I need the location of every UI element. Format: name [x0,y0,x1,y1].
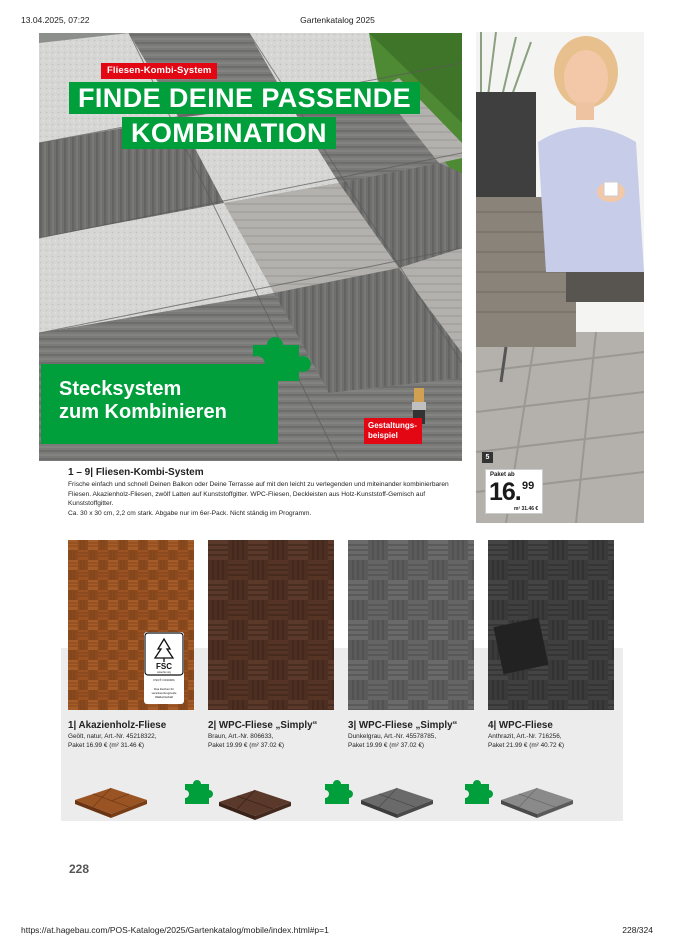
product-title-1: 1| Akazienholz-Fliese [68,720,167,731]
svg-text:www.fsc.org: www.fsc.org [157,671,171,674]
product-info-2 [208,719,343,750]
stecksystem-line-2: zum Kombinieren [59,401,227,423]
hero-image [39,33,462,461]
print-footer [0,925,675,939]
price-unit: m² 31.46 € [514,506,539,512]
svg-text:FSC: FSC [156,662,172,671]
print-header [0,15,675,29]
price-main: 16. [489,478,521,506]
description-line-2: Fliesen. Akazienholz-Fliesen, zwölf Latten auf Kunststoffgitter. WPC-Fliesen, Deckleisten aus Holz-Kunststoff-Gemisch auf Kunststoffgitter. [68,490,426,507]
svg-text:verantwortungsvolle: verantwortungsvolle [151,691,177,695]
price-cents: 99 [522,480,535,492]
woman-on-terrace-illustration [476,32,644,523]
print-title: Gartenkatalog 2025 [300,15,375,25]
headline-line-2: KOMBINATION [122,117,336,149]
fsc-logo [144,632,184,704]
fsc-badge [144,632,184,704]
price-label: Paket ab [490,472,515,478]
product-line-4b: Paket 21.99 € (m² 40.72 €) [488,742,565,749]
product-image-wpc-dunkelgrau [348,540,474,710]
puzzle-connector-icon [185,780,213,804]
page-number: 228 [69,862,90,876]
stecksystem-line-1: Stecksystem [59,378,182,400]
description-line-3: Ca. 30 x 30 cm, 2,2 cm stark. Abgabe nur im 6er-Pack. Nicht ständig im Programm. [68,509,312,517]
puzzle-connector-icon [325,780,353,804]
stecksystem-box [41,364,278,444]
tile-dunkelgrau-icon [361,788,433,818]
description-line-1: Frische einfach und schnell Deinen Balkon oder Deine Terrasse auf mit den leicht zu verlegenden und miteinander kombinierbaren [68,481,449,488]
tile-braun-icon [219,790,291,820]
svg-text:Waldwirtschaft: Waldwirtschaft [154,695,174,699]
example-label [364,418,422,444]
lifestyle-photo [476,32,644,523]
product-line-1b: Paket 16.99 € (m² 31.46 €) [68,742,145,749]
svg-text:Das Zeichen für: Das Zeichen für [154,687,174,691]
product-info-1 [68,719,203,750]
headline-line-1: FINDE DEINE PASSENDE [69,82,420,114]
product-title-3: 3| WPC-Fliese „Simply“ [348,720,458,731]
product-line-4a: Anthrazit, Art.-Nr. 716256, [488,733,562,740]
example-line-1: Gestaltungs- [368,421,417,430]
hero-headline [69,82,420,149]
description-heading: 1 – 9| Fliesen-Kombi-System [68,467,204,478]
svg-text:FSC® C044304: FSC® C044304 [153,678,175,682]
product-title-4: 4| WPC-Fliese [488,720,553,731]
system-tag: Fliesen-Kombi-System [101,63,217,79]
product-line-1a: Geölt, natur, Art.-Nr. 45218322, [68,733,157,740]
print-datetime: 13.04.2025, 07:22 [21,15,90,25]
product-image-wpc-braun [208,540,334,710]
tile-akazie-icon [75,788,147,818]
product-info-4 [488,719,623,750]
product-line-2a: Braun, Art.-Nr. 806633, [208,733,274,740]
product-line-2b: Paket 19.99 € (m² 37.02 €) [208,742,285,749]
product-line-3a: Dunkelgrau, Art.-Nr. 45578785, [348,733,437,740]
tile-anthrazit-icon [501,788,573,818]
product-title-2: 2| WPC-Fliese „Simply“ [208,720,318,731]
tile-connection-row [61,770,623,822]
price-badge [485,469,543,514]
item-number-badge: 5 [482,452,493,463]
product-image-wpc-anthrazit [488,540,614,710]
example-line-2: beispiel [368,431,398,440]
product-description [68,466,463,518]
puzzle-connector-icon [465,780,493,804]
print-pages: 228/324 [622,925,653,935]
print-url: https://at.hagebau.com/POS-Kataloge/2025/Gartenkatalog/mobile/index.html#p=1 [21,925,329,935]
product-line-3b: Paket 19.99 € (m² 37.02 €) [348,742,425,749]
product-info-3 [348,719,483,750]
